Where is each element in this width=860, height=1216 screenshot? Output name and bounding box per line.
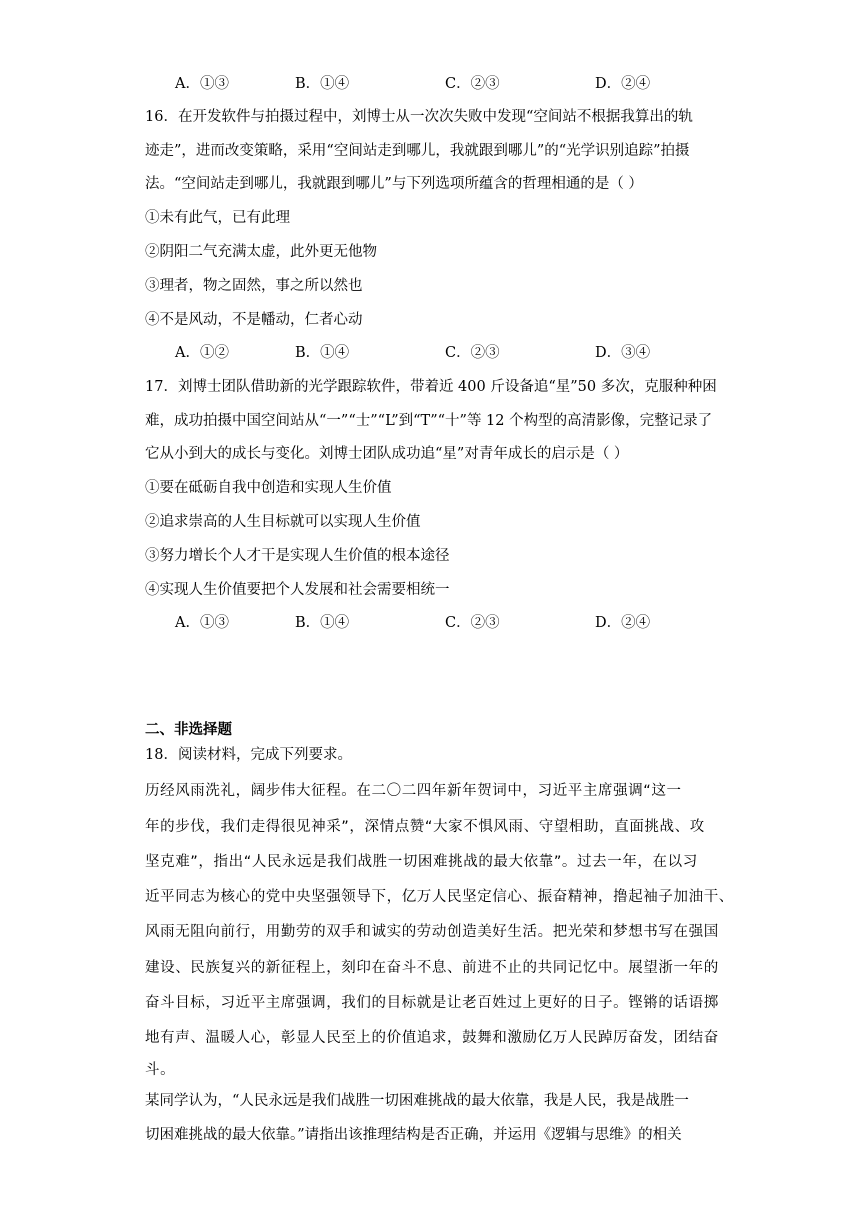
- q17-stem-line-2: 难，成功拍摄中国空间站从“一”“士”“L”到“T”“十”等 12 个构型的高清影像，完整记录了: [145, 413, 713, 429]
- q16-stem-line-3: 法。“空间站走到哪儿，我就跟到哪儿”与下列选项所蕴含的哲理相通的是（ ）: [145, 176, 643, 192]
- q18-material-line-2: 年的步伐，我们走得很见神采”，深情点赞“大家不惧风雨、守望相助，直面挑战、攻: [145, 819, 705, 835]
- q17-stem-line-3: 它从小到大的成长与变化。刘博士团队成功追“星”对青年成长的启示是（ ）: [145, 446, 629, 462]
- q15-option-a: A．①③: [175, 76, 229, 92]
- q18-material-line-1: 历经风雨洗礼，阔步伟大征程。在二〇二四年新年贺词中，习近平主席强调“这一: [145, 783, 682, 799]
- q17-option-c: C．②③: [445, 615, 500, 631]
- q16-options: [145, 343, 715, 363]
- q18-material-line-3: 坚克难”，指出“人民永远是我们战胜一切困难挑战的最大依靠”。过去一年，在以习: [145, 854, 698, 870]
- q16-option-b: B．①④: [295, 345, 350, 361]
- q18-material-line-5: 风雨无阻向前行，用勤劳的双手和诚实的劳动创造美好生活。把光荣和梦想书写在强国: [145, 924, 719, 940]
- q18-material-line-7: 奋斗目标，习近平主席强调，我们的目标就是让老百姓过上更好的日子。铿锵的话语掷: [145, 995, 719, 1011]
- q18-material-line-4: 近平同志为核心的党中央坚强领导下，亿万人民坚定信心、振奋精神，撸起袖子加油干、: [145, 889, 734, 905]
- q18-question-line-2: 切困难挑战的最大依靠。”请指出该推理结构是否正确，并运用《逻辑与思维》的相关: [145, 1127, 682, 1143]
- q17-option-d: D．②④: [595, 615, 651, 631]
- q17-stem-line-1: 17．刘博士团队借助新的光学跟踪软件，带着近 400 斤设备追“星”50 多次，克服种种困: [145, 379, 717, 395]
- q17-options: [145, 613, 715, 633]
- q16-option-a: A．①②: [175, 345, 229, 361]
- q18-material-line-9: 斗。: [145, 1062, 176, 1078]
- q17-option-a: A．①③: [175, 615, 229, 631]
- q16-item-4: ④不是风动，不是幡动，仁者心动: [145, 312, 363, 328]
- q15-option-d: D．②④: [595, 76, 651, 92]
- q15-option-c: C．②③: [445, 76, 500, 92]
- q18-material-line-6: 建设、民族复兴的新征程上，刻印在奋斗不息、前进不止的共同记忆中。展望浙一年的: [145, 960, 719, 976]
- q17-item-1: ①要在砥砺自我中创造和实现人生价值: [145, 480, 392, 496]
- q17-item-2: ②追求崇高的人生目标就可以实现人生价值: [145, 514, 421, 530]
- q16-option-d: D．③④: [595, 345, 651, 361]
- q16-item-1: ①未有此气，已有此理: [145, 210, 290, 226]
- q16-item-2: ②阴阳二气充满太虚，此外更无他物: [145, 244, 377, 260]
- section-heading-non-choice: 二、非选择题: [145, 721, 232, 738]
- q16-stem-line-1: 16．在开发软件与拍摄过程中，刘博士从一次次失败中发现“空间站不根据我算出的轨: [145, 109, 693, 125]
- q15-options: [145, 74, 715, 94]
- q17-option-b: B．①④: [295, 615, 350, 631]
- q18-material-line-8: 地有声、温暖人心，彰显人民至上的价值追求，鼓舞和激励亿万人民踔厉奋发，团结奋: [145, 1030, 719, 1046]
- q17-item-4: ④实现人生价值要把个人发展和社会需要相统一: [145, 582, 450, 598]
- q17-item-3: ③努力增长个人才干是实现人生价值的根本途径: [145, 548, 450, 564]
- q18-stem: 18．阅读材料，完成下列要求。: [145, 747, 352, 763]
- q16-stem-line-2: 迹走”，进而改变策略，采用“空间站走到哪儿，我就跟到哪儿”的“光学识别追踪”拍摄: [145, 143, 690, 159]
- q18-question-line-1: 某同学认为，“人民永远是我们战胜一切困难挑战的最大依靠，我是人民，我是战胜一: [145, 1093, 689, 1109]
- q16-option-c: C．②③: [445, 345, 500, 361]
- q16-item-3: ③理者，物之固然，事之所以然也: [145, 278, 363, 294]
- q15-option-b: B．①④: [295, 76, 350, 92]
